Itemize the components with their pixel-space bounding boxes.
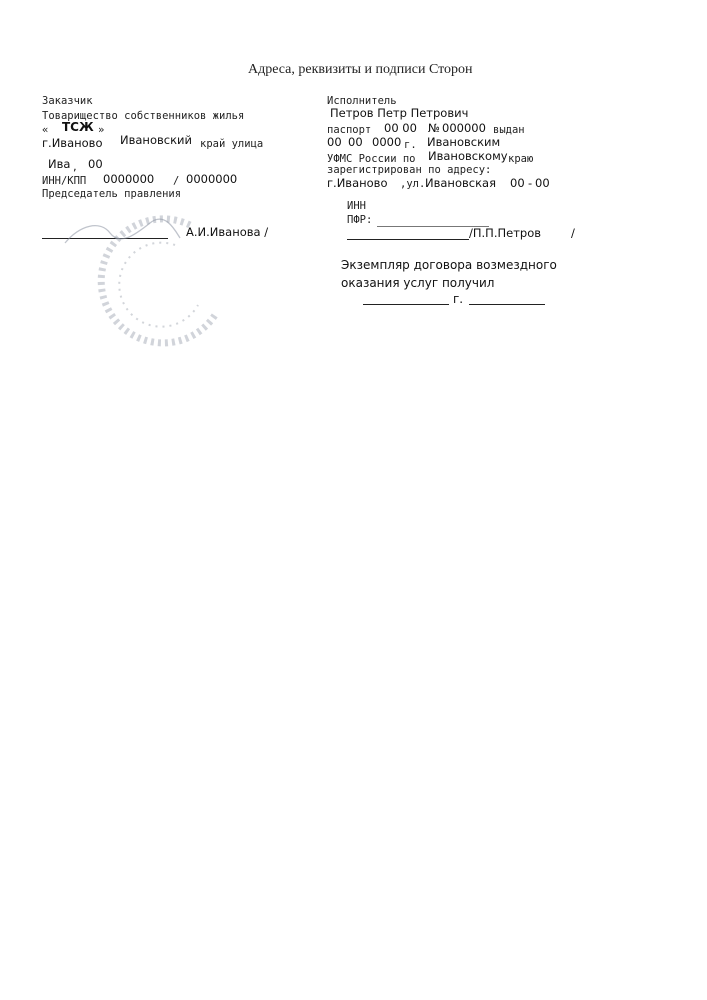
customer-inn: 0000000 [103, 172, 155, 186]
customer-heading: Заказчик [42, 95, 93, 107]
customer-street-comma: , [73, 159, 77, 173]
customer-inn-label: ИНН/КПП [42, 175, 87, 187]
ufms-suffix: краю [508, 153, 534, 165]
contractor-pfr-label: ПФР: [347, 214, 373, 226]
customer-position: Председатель правления [42, 188, 182, 200]
registration-label: зарегистрирован по адресу: [327, 164, 492, 176]
issue-date-day: 00 [327, 135, 342, 149]
passport-label: паспорт [327, 124, 372, 136]
registration-flat: 00 [535, 176, 550, 190]
contractor-signature-line [347, 239, 469, 240]
customer-kpp: 0000000 [186, 172, 238, 186]
receipt-date-line [363, 304, 449, 305]
receipt-line-2: оказания услуг получил [341, 276, 495, 290]
customer-house: 00 [88, 157, 103, 171]
passport-number: 000000 [442, 121, 486, 135]
receipt-year-suffix: г. [453, 292, 464, 306]
passport-number-label: № [428, 121, 440, 135]
issuer-region: Ивановским [427, 135, 501, 149]
contractor-signer-close: / [571, 226, 575, 240]
ufms-label: УФМС России по [327, 153, 416, 165]
contractor-heading: Исполнитель [327, 95, 397, 107]
customer-city: г.Иваново [42, 136, 103, 150]
passport-series: 00 00 [384, 121, 417, 135]
contractor-signer: /П.П.Петров [469, 226, 542, 240]
registration-house: 00 [510, 176, 525, 190]
registration-city: г.Иваново [327, 176, 388, 190]
org-name: ТСЖ [62, 120, 94, 134]
registration-street-prefix: ,ул. [400, 178, 426, 190]
org-quote-open: « [42, 124, 49, 136]
issue-date-year: 0000 [372, 135, 402, 149]
registration-street: Ивановская [425, 176, 496, 190]
customer-region: Ивановский [120, 133, 192, 147]
receipt-line-1: Экземпляр договора возмездного [341, 258, 557, 272]
organization-stamp-image [40, 205, 240, 365]
customer-org-type: Товарищество собственников жилья [42, 110, 245, 122]
org-quote-close: » [98, 124, 105, 136]
customer-inn-separator: / [173, 175, 180, 187]
contractor-name: Петров Петр Петрович [330, 106, 469, 120]
customer-region-suffix: край улица [200, 138, 264, 150]
customer-street: Ива [48, 157, 71, 171]
passport-issued-label: выдан [493, 124, 525, 136]
customer-signer: А.И.Иванова / [186, 225, 269, 239]
contractor-inn-label: ИНН [347, 200, 366, 212]
ufms-region: Ивановскому [428, 149, 508, 163]
issue-date-month: 00 [348, 135, 363, 149]
document-title: Адреса, реквизиты и подписи Сторон [248, 62, 473, 77]
receipt-signature-line [469, 304, 545, 305]
issue-year-suffix: г. [404, 139, 417, 151]
registration-flat-separator: - [528, 176, 533, 190]
